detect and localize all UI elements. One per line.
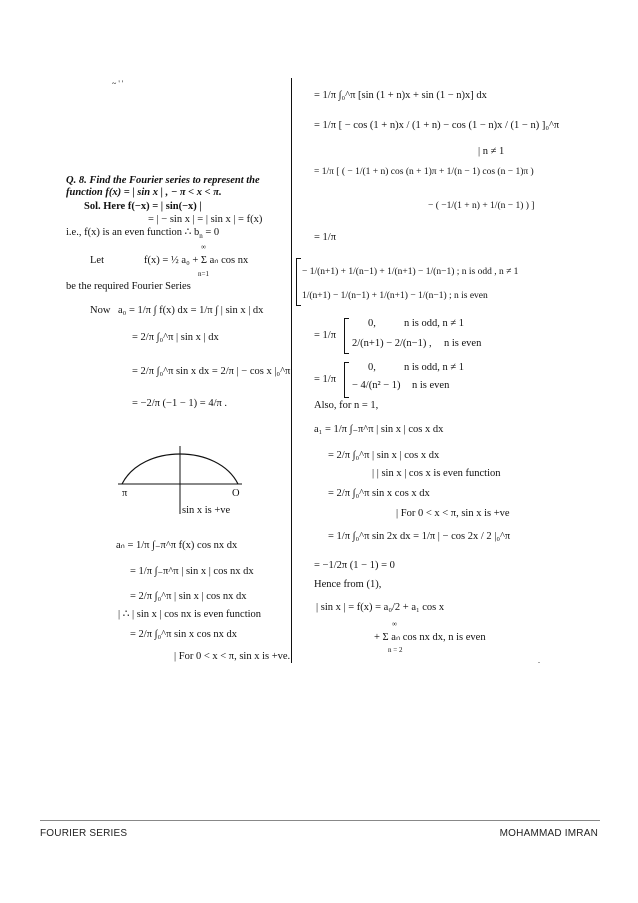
a0-line-4: = −2/π (−1 − 1) = 4/π . xyxy=(132,398,228,409)
r5-case-even-cond: n is even xyxy=(444,338,482,349)
stray-marks: ~ ' ' xyxy=(112,79,124,88)
a1-note-2: | For 0 < x < π, sin x is +ve xyxy=(396,508,510,519)
a1-line-5: = −1/2π (1 − 1) = 0 xyxy=(314,560,395,571)
case-odd: − 1/(n+1) + 1/(n−1) + 1/(n+1) − 1/(n−1) ; n is odd , n ≠ 1 xyxy=(302,267,519,277)
r6-case-even: − 4/(n² − 1) xyxy=(352,380,401,391)
a1-line-2: = 2/π ∫₀^π | sin x | cos x dx xyxy=(328,450,440,461)
a1-note-1: | | sin x | cos x is even function xyxy=(372,468,501,479)
final-line-2: + Σ aₙ cos nx dx, n is even xyxy=(374,632,486,643)
graph-label-pi: π xyxy=(122,488,128,499)
series-limit-bottom: n=1 xyxy=(198,270,209,278)
r5-case-odd-cond: n is odd, n ≠ 1 xyxy=(404,318,465,329)
required-series-line: be the required Fourier Series xyxy=(66,281,191,292)
a0-line-3: = 2/π ∫₀^π sin x dx = 2/π | − cos x |₀^π xyxy=(132,366,291,377)
an-line-3: = 2/π ∫₀^π | sin x | cos nx dx xyxy=(130,591,247,602)
right-line-6-prefix: = 1/π xyxy=(314,374,337,385)
an-note-2: | For 0 < x < π, sin x is +ve. xyxy=(174,651,291,662)
hence-line: Hence from (1), xyxy=(314,579,382,590)
final-line-1: | sin x | = f(x) = a₀/2 + a₁ cos x xyxy=(316,602,445,613)
right-line-1: = 1/π ∫₀^π [sin (1 + n)x + sin (1 − n)x] dx xyxy=(314,90,487,101)
r6-case-odd: 0, xyxy=(368,362,376,373)
a0-line-1: a₀ = 1/π ∫ f(x) dx = 1/π ∫ | sin x | dx xyxy=(118,305,264,316)
an-line-1: aₙ = 1/π ∫₋π^π f(x) cos nx dx xyxy=(116,540,238,551)
r6-case-odd-cond: n is odd, n ≠ 1 xyxy=(404,362,465,373)
an-line-4: = 2/π ∫₀^π sin x cos nx dx xyxy=(130,629,238,640)
a1-line-4: = 1/π ∫₀^π sin 2x dx = 1/π | − cos 2x / 2 |₀^π xyxy=(328,531,511,542)
r6-case-even-cond: n is even xyxy=(412,380,450,391)
also-line: Also, for n = 1, xyxy=(314,400,379,411)
a1-line-3: = 2/π ∫₀^π sin x cos x dx xyxy=(328,488,430,499)
right-line-2-note: | n ≠ 1 xyxy=(478,146,505,157)
footer-right: MOHAMMAD IMRAN xyxy=(499,828,598,839)
now-label: Now xyxy=(90,305,111,316)
final-limit-bottom: n = 2 xyxy=(388,646,403,654)
footer-left: FOURIER SERIES xyxy=(40,828,128,839)
cases-bracket xyxy=(296,258,301,306)
stray-dot: . xyxy=(538,656,540,665)
r5-case-even: 2/(n+1) − 2/(n−1) , xyxy=(352,338,432,349)
r6-brace xyxy=(344,362,349,398)
column-divider xyxy=(291,78,292,663)
case-even: 1/(n+1) − 1/(n−1) + 1/(n+1) − 1/(n−1) ; n is even xyxy=(302,291,488,301)
let-label: Let xyxy=(90,255,104,266)
an-note-1: | ∴ | sin x | cos nx is even function xyxy=(118,609,262,620)
right-line-3b: − ( −1/(1 + n) + 1/(n − 1) ) ] xyxy=(428,201,535,211)
right-line-3: = 1/π [ ( − 1/(1 + n) cos (n + 1)π + 1/(n − 1) cos (n − 1)π ) xyxy=(314,167,534,177)
an-line-2: = 1/π ∫₋π^π | sin x | cos nx dx xyxy=(130,566,254,577)
right-line-5-prefix: = 1/π xyxy=(314,330,337,341)
solution-line-1: Sol. Here f(−x) = | sin(−x) | xyxy=(84,201,202,212)
solution-line-2: = | − sin x | = | sin x | = f(x) xyxy=(148,214,263,225)
series-definition: f(x) = ½ a₀ + Σ aₙ cos nx xyxy=(144,255,249,266)
a0-line-2: = 2/π ∫₀^π | sin x | dx xyxy=(132,332,219,343)
graph-label-origin: O xyxy=(232,488,240,499)
r5-brace xyxy=(344,318,349,354)
a1-line-1: a₁ = 1/π ∫₋π^π | sin x | cos x dx xyxy=(314,424,444,435)
graph-caption: sin x is +ve xyxy=(182,505,231,516)
right-line-2: = 1/π [ − cos (1 + n)x / (1 + n) − cos (1 − n)x / (1 − n) ]₀^π xyxy=(314,120,560,131)
series-limit-top: ∞ xyxy=(201,243,206,251)
r5-case-odd: 0, xyxy=(368,318,376,329)
question-text: Q. 8. Find the Fourier series to represent the function f(x) = | sin x | , − π < x < π. xyxy=(66,175,260,198)
final-limit-top: ∞ xyxy=(392,620,397,628)
right-line-4: = 1/π xyxy=(314,232,337,243)
footer-rule xyxy=(40,820,600,821)
even-function-line: i.e., f(x) is an even function ∴ $b_n = 0$ xyxy=(66,227,220,241)
